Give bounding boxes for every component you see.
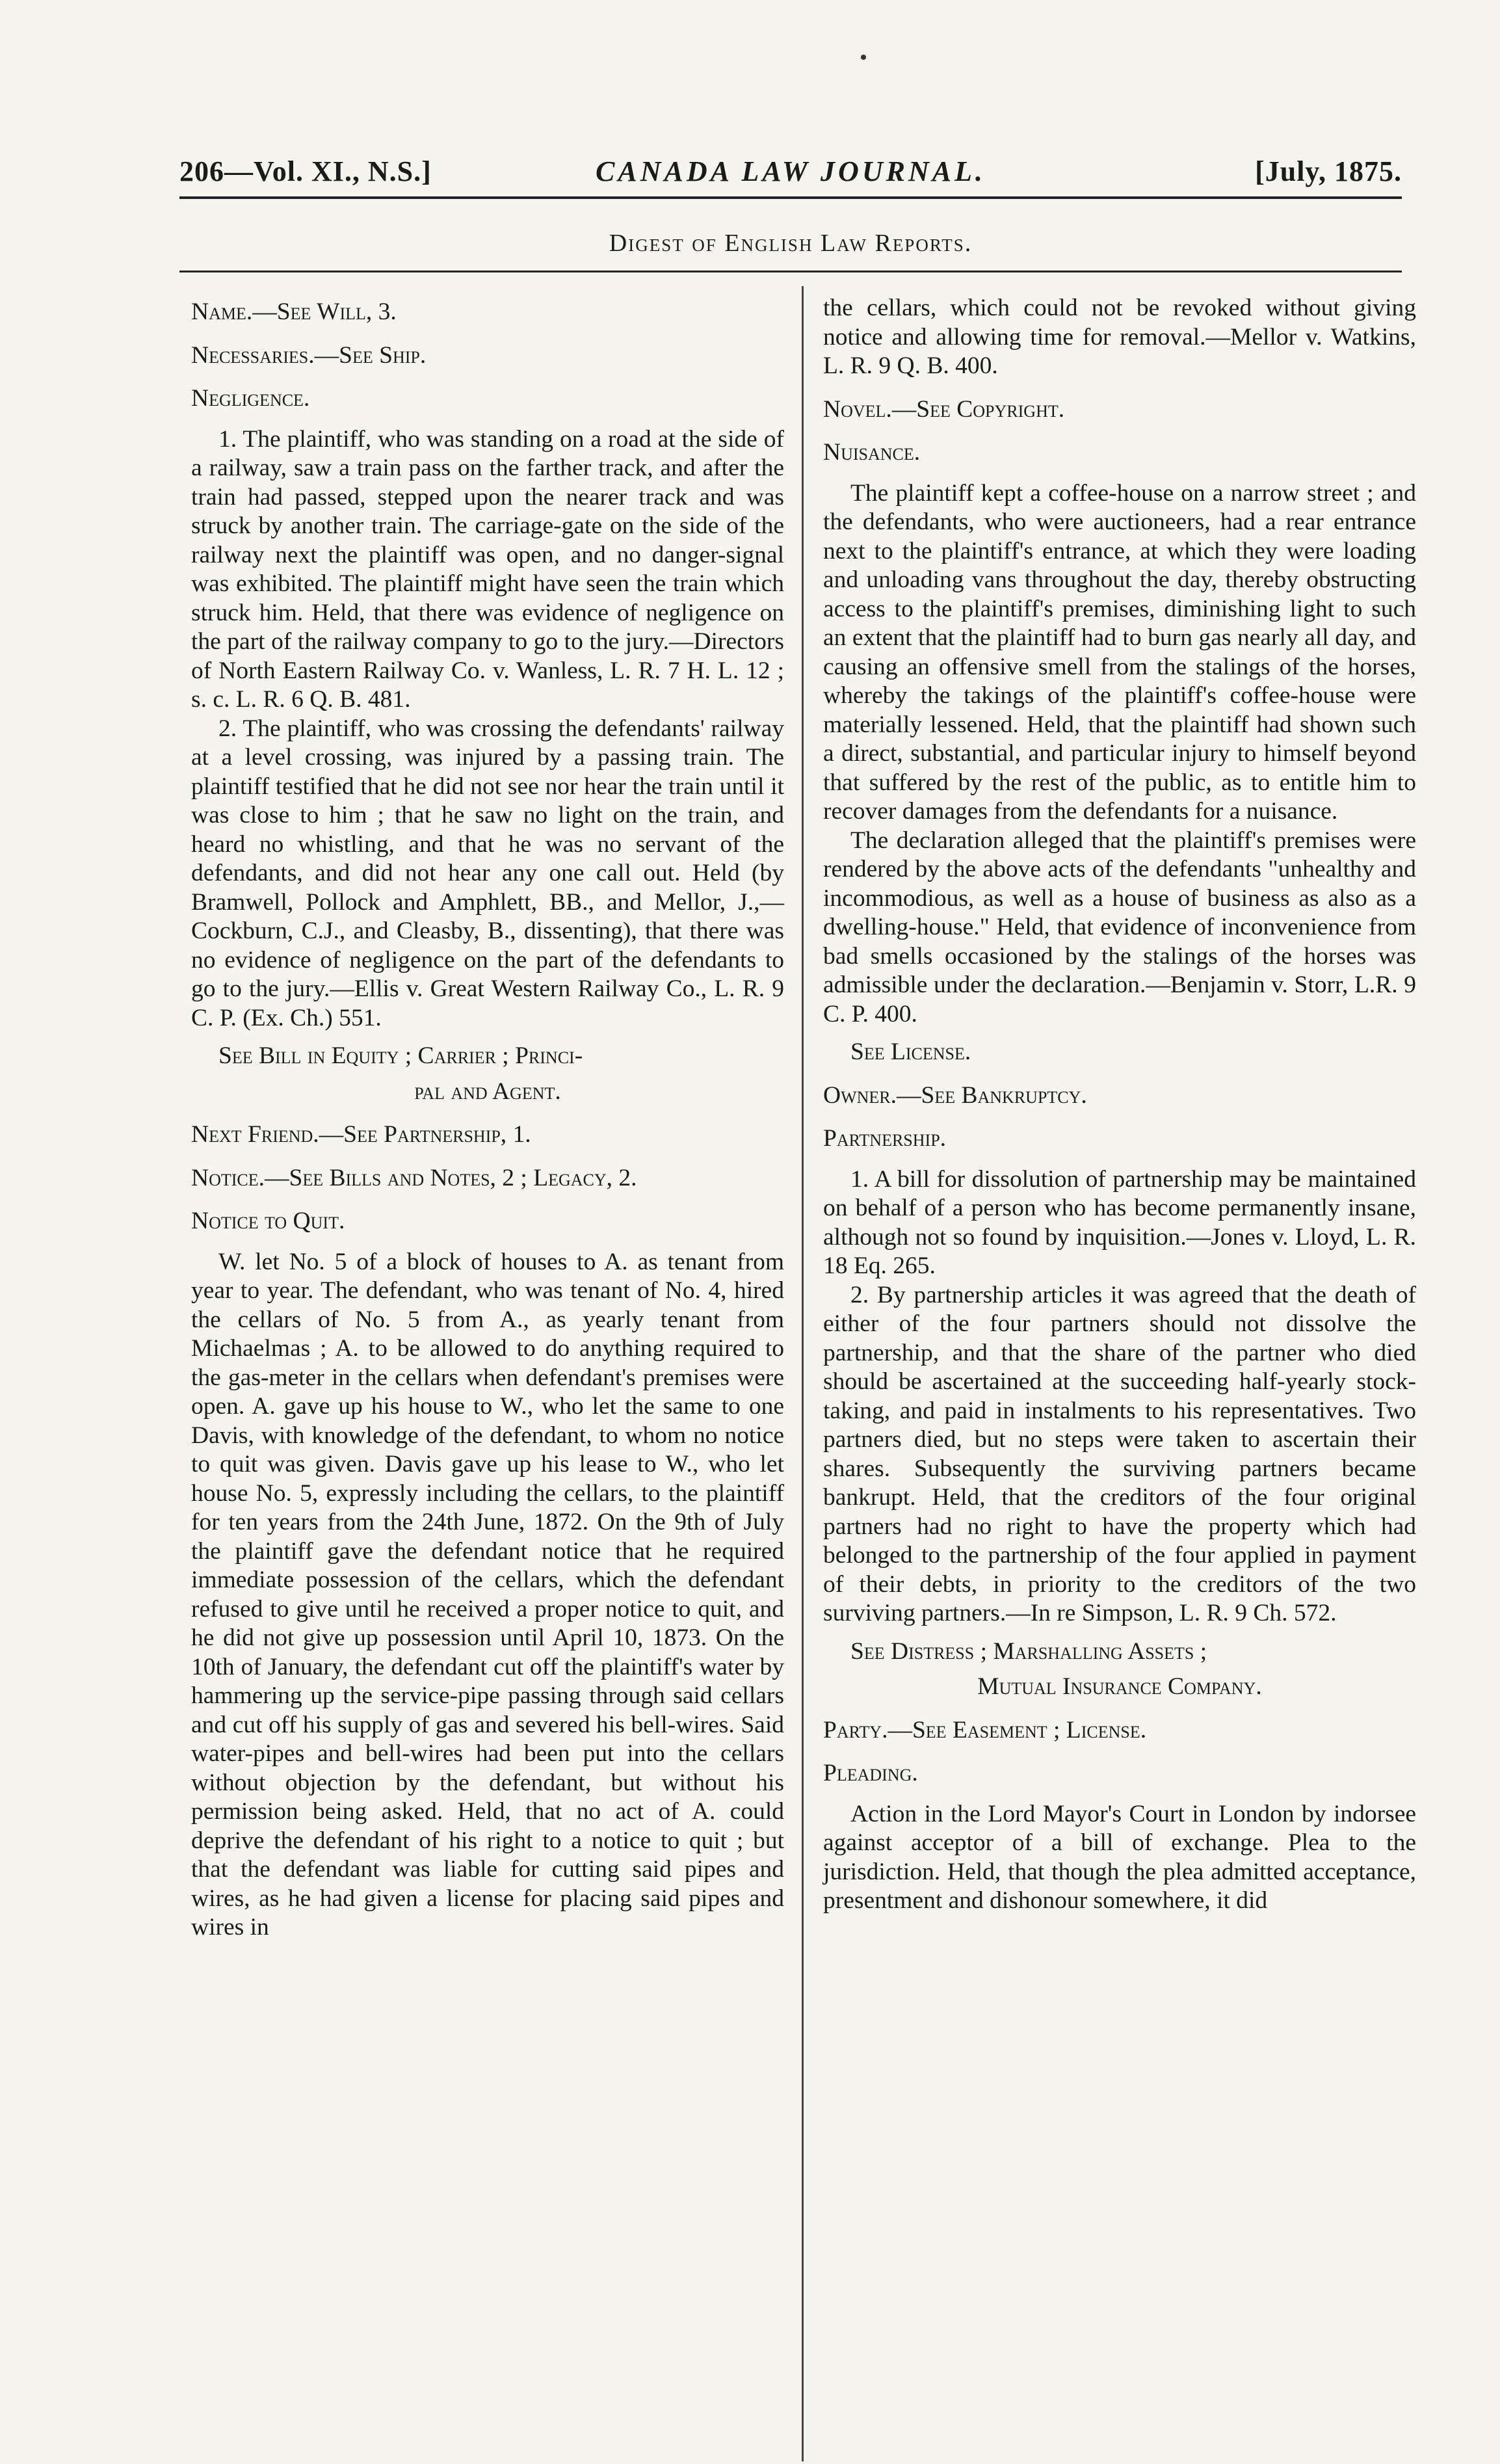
entry-heading: Notice.—See Bills and Notes, 2 ; Legacy, 2. — [191, 1164, 637, 1191]
digest-paragraph: The declaration alleged that the plaintiff's premises were rendered by the above acts of the defendants "unhealthy and incommodious, as well as a house of business as also as a dwelling-house." Held, that evidence of inconvenience from bad smells occasioned by the stalings of the horses was admissible under the declaration.—Benjamin v. Storr, L.R. 9 C. P. 400. — [823, 827, 1416, 1027]
entry-heading: Nuisance. — [823, 439, 921, 466]
cross-reference: See Bill in Equity ; Carrier ; Princi- — [218, 1042, 583, 1069]
cross-reference: See License. — [850, 1039, 971, 1065]
issue-date: [July, 1875. — [1255, 155, 1402, 187]
digest-paragraph: W. let No. 5 of a block of houses to A. as tenant from year to year. The defendant, who was tenant of No. 4, hired the cellars of No. 5 from A., as yearly tenant from Michaelmas ; A. to be allowed to do anything required to the gas-meter in the cellars when defendant's premises were open. A. gave up his house to W., who let the same to one Davis, with knowledge of the defendant, to whom no notice to quit was given. Davis gave up his lease to W., who let house No. 5, expressly including the cellars, to the plaintiff for ten years from the 24th June, 1872. On the 9th of July the plaintiff gave the defendant notice that he required immediate possession of the cellars, which the defendant refused to give until he received a proper notice to quit, and he did not give up possession until April 10, 1873. On the 10th of January, the defendant cut off the plaintiff's water by hammering up the service-pipe passing through said cellars and cut off his supply of gas and severed his bell-wires. Said water-pipes and bell-wires had been put into the cellars without objection by the defendant, but without his permission being asked. Held, that no act of A. could deprive the defendant of his right to a notice to quit ; but that the defendant was liable for cutting said pipes and wires, as he had given a license for placing said pipes and wires in — [191, 1248, 784, 1941]
digest-paragraph: 1. A bill for dissolution of partnership may be maintained on behalf of a person who has become permanently insane, although not so found by inquisition.—Jones v. Lloyd, L. R. 18 Eq. 265. — [823, 1165, 1416, 1279]
entry-heading: Partnership. — [823, 1125, 947, 1152]
digest-paragraph: Action in the Lord Mayor's Court in London by indorsee against acceptor of a bill of exchange. Plea to the jurisdiction. Held, that though the plea admitted acceptance, presentment and dishonour somewhere, it did — [823, 1800, 1416, 1914]
header-rule — [179, 196, 1402, 199]
entry-heading: Pleading. — [823, 1760, 918, 1786]
digest-paragraph: 2. The plaintiff, who was crossing the defendants' railway at a level crossing, was injured by a passing train. The plaintiff testified that he did not see nor hear the train until it was close to him ; that he saw no light on the train, and heard no whistling, and that he was no servant of the defendants, and did not hear any one call out. Held (by Bramwell, Pollock and Amphlett, BB., and Mellor, J.,—Cockburn, C.J., and Cleasby, B., dissenting), that there was no evidence of negligence on the part of the defendants to go to the jury.—Ellis v. Great Western Railway Co., L. R. 9 C. P. (Ex. Ch.) 551. — [191, 715, 784, 1031]
entry-heading: Negligence. — [191, 385, 310, 412]
journal-title: CANADA LAW JOURNAL. — [596, 155, 986, 187]
cross-reference-cont: Mutual Insurance Company. — [977, 1673, 1262, 1700]
cross-reference-cont: pal and Agent. — [414, 1078, 561, 1105]
entry-heading: Necessaries.—See Ship. — [191, 341, 427, 369]
speck-mark — [861, 55, 866, 60]
entry-heading: Notice to Quit. — [191, 1208, 345, 1234]
digest-paragraph: The plaintiff kept a coffee-house on a narrow street ; and the defendants, who were auctioneers, had a rear entrance next to the plaintiff's entrance, at which they were loading and unloading vans throughout the day, thereby obstructing access to the plaintiff's premises, diminishing light to such an extent that the plaintiff had to burn gas nearly all day, and causing an offensive smell from the stalings of the horses, whereby the takings of the plaintiff's coffee-house were materially lessened. Held, that the plaintiff had shown such a direct, substantial, and particular injury to himself beyond that suffered by the rest of the public, as to entitle him to recover damages from the defendants for a nuisance. — [823, 479, 1416, 825]
digest-paragraph: 1. The plaintiff, who was standing on a road at the side of a railway, saw a train pass on the farther track, and after the train had passed, stepped upon the nearer track and was struck by another train. The carriage-gate on the side of the railway next the plaintiff was open, and no danger-signal was exhibited. The plaintiff might have seen the train which struck him. Held, that there was evidence of negligence on the part of the railway company to go to the jury.—Directors of North Eastern Railway Co. v. Wanless, L. R. 7 H. L. 12 ; s. c. L. R. 6 Q. B. 481. — [191, 425, 784, 713]
digest-paragraph-continued: the cellars, which could not be revoked without giving notice and allowing time for removal.—Mellor v. Watkins, L. R. 9 Q. B. 400. — [823, 295, 1416, 379]
cross-reference: See Distress ; Marshalling Assets ; — [850, 1637, 1207, 1665]
section-title: Digest of English Law Reports. — [609, 230, 973, 257]
running-head — [179, 155, 1402, 194]
entry-heading: Next Friend.—See Partnership, 1. — [191, 1121, 531, 1148]
entry-heading: Owner.—See Bankruptcy. — [823, 1081, 1087, 1109]
left-column — [191, 298, 784, 1942]
column-divider — [802, 286, 804, 2461]
right-column — [823, 294, 1416, 1916]
digest-paragraph: 2. By partnership articles it was agreed that the death of either of the four partners should not dissolve the partnership, and that the share of the partner who died should be ascertained at the succeeding half-yearly stock-taking, and paid in instalments to his representatives. Two partners died, but no steps were taken to ascertain their shares. Subsequently the surviving partners became bankrupt. Held, that the creditors of the four original partners had no right to have the property which had belonged to the partnership of the four applied in payment of their debts, in priority to the creditors of the two surviving partners.—In re Simpson, L. R. 9 Ch. 572. — [823, 1281, 1416, 1626]
section-rule — [179, 271, 1402, 272]
volume-page-label: 206—Vol. XI., N.S.] — [179, 155, 432, 187]
entry-heading: Novel.—See Copyright. — [823, 395, 1065, 423]
entry-heading: Party.—See Easement ; License. — [823, 1716, 1147, 1743]
entry-heading: Name.—See Will, 3. — [191, 298, 397, 325]
